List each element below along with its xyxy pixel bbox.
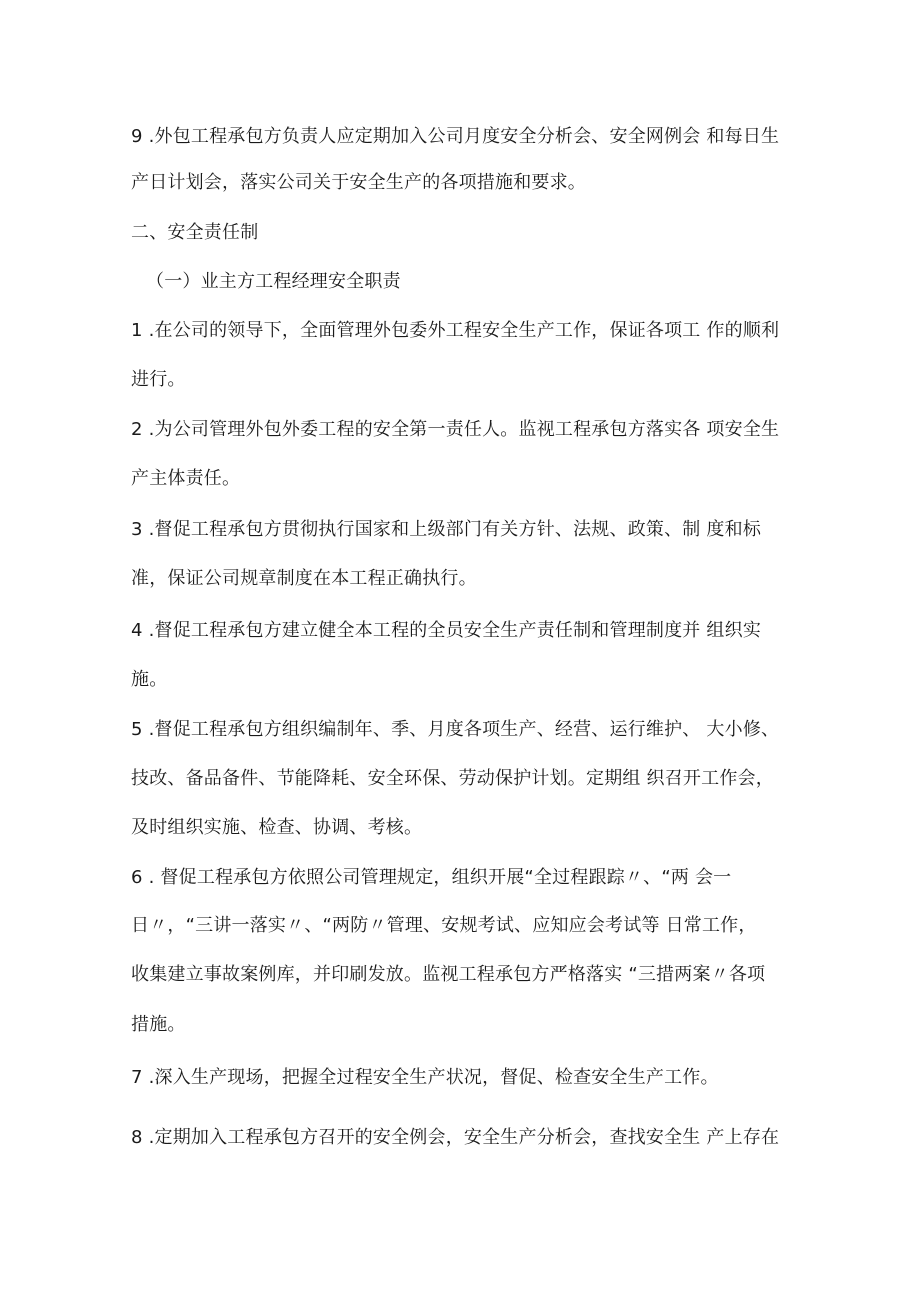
text-line-19: 措施。: [131, 1014, 186, 1035]
subsection-heading: （一）业主方工程经理安全职责: [146, 271, 401, 292]
text-line-2: 产日计划会，落实公司关于安全生产的各项措施和要求。: [131, 172, 586, 193]
text-line-21: 8 .定期加入工程承包方召开的安全例会，安全生产分析会，查找安全生 产上存在: [131, 1127, 780, 1148]
text-line-1: 9 .外包工程承包方负责人应定期加入公司月度安全分析会、安全网例会 和每日生: [131, 126, 780, 147]
text-line-18: 收集建立事故案例库，并印刷发放。监视工程承包方严格落实 “三措两案〃各项: [131, 964, 766, 985]
text-line-8: 产主体责任。: [131, 468, 241, 489]
text-line-14: 技改、备品备件、节能降耗、安全环保、劳动保护计划。定期组 织召开工作会，: [131, 768, 774, 789]
text-line-16: 6 . 督促工程承包方依照公司管理规定，组织开展“全过程跟踪〃、“两 会一: [131, 867, 732, 888]
text-line-10: 准，保证公司规章制度在本工程正确执行。: [131, 568, 477, 589]
text-line-6: 进行。: [131, 369, 186, 390]
text-line-20: 7 .深入生产现场，把握全过程安全生产状况，督促、检查安全生产工作。: [131, 1067, 719, 1088]
text-line-13: 5 .督促工程承包方组织编制年、季、月度各项生产、经营、运行维护、 大小修、: [131, 719, 780, 740]
section-heading: 二、安全责任制: [131, 222, 259, 243]
text-line-11: 4 .督促工程承包方建立健全本工程的全员安全生产责任制和管理制度并 组织实: [131, 620, 762, 641]
text-line-15: 及时组织实施、检查、协调、考核。: [131, 817, 423, 838]
text-line-9: 3 .督促工程承包方贯彻执行国家和上级部门有关方针、法规、政策、制 度和标: [131, 519, 762, 540]
text-line-12: 施。: [131, 669, 168, 690]
text-line-17: 日〃，“三讲一落实〃、“两防〃管理、安规考试、应知应会考试等 日常工作，: [131, 915, 757, 936]
text-line-5: 1 .在公司的领导下，全面管理外包委外工程安全生产工作，保证各项工 作的顺利: [131, 320, 780, 341]
text-line-7: 2 .为公司管理外包外委工程的安全第一责任人。监视工程承包方落实各 项安全生: [131, 419, 780, 440]
